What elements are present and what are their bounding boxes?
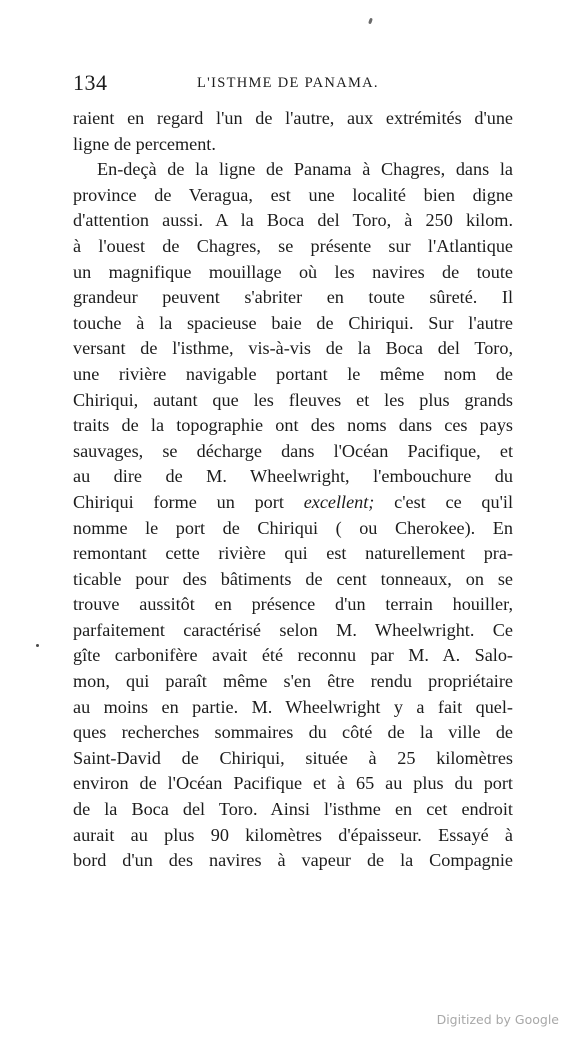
text-line: raient en regard l'un de l'autre, aux extrémités d'une	[73, 108, 513, 128]
text-line: au dire de M. Wheelwright, l'embouchure du	[73, 466, 513, 487]
text-line: sauvages, se décharge dans l'Océan Pacifique, et	[73, 440, 513, 461]
body-text	[73, 106, 513, 874]
text-line: En-deçà de la ligne de Panama à Chagres, dans la	[97, 159, 513, 180]
text-line: un magnifique mouillage où les navires de toute	[73, 261, 513, 282]
text-line: ligne de percement.	[73, 133, 216, 154]
italic-word: excellent;	[303, 491, 375, 512]
text-line: Chiriqui, autant que les fleuves et les plus grands	[73, 389, 513, 410]
page-header	[73, 70, 513, 96]
text-line: parfaitement caractérisé selon M. Wheelwright. Ce	[73, 619, 513, 640]
text-line: environ de l'Océan Pacifique et à 65 au plus du port	[73, 773, 513, 794]
text-line: mon, qui paraît même s'en être rendu propriétaire	[73, 671, 513, 692]
text-line: nomme le port de Chiriqui ( ou Cherokee). En	[73, 517, 513, 538]
text-line: traits de la topographie ont des noms dans ces pays	[73, 415, 513, 436]
text-line-mixed	[73, 490, 513, 516]
text-line: bord d'un des navires à vapeur de la Compagnie	[73, 850, 513, 871]
text-line: d'attention aussi. A la Boca del Toro, à 250 kilom.	[73, 210, 513, 231]
text-line: une rivière navigable portant le même nom de	[73, 363, 513, 384]
text-line: à l'ouest de Chagres, se présente sur l'Atlantique	[73, 235, 513, 256]
text-line: remontant cette rivière qui est naturellement pra-	[73, 543, 513, 564]
text-line: Saint-David de Chiriqui, située à 25 kilomètres	[73, 747, 513, 768]
running-title: L'ISTHME DE PANAMA.	[197, 75, 379, 91]
text-line: grandeur peuvent s'abriter en toute sûreté. Il	[73, 287, 513, 308]
text-line: province de Veragua, est une localité bien digne	[73, 184, 513, 205]
text-line: au moins en partie. M. Wheelwright y a fait quel-	[73, 696, 513, 717]
page-number: 134	[73, 70, 108, 95]
text-line: trouve aussitôt en présence d'un terrain houiller,	[73, 594, 513, 615]
watermark: Digitized by Google	[436, 1012, 559, 1027]
ink-speck	[368, 18, 373, 25]
text-line: ticable pour des bâtiments de cent tonneaux, on se	[73, 568, 513, 589]
text-line: touche à la spacieuse baie de Chiriqui. Sur l'autre	[73, 312, 513, 333]
text-line: aurait au plus 90 kilomètres d'épaisseur. Essayé à	[73, 824, 513, 845]
text-segment: c'est ce qu'il	[394, 491, 514, 512]
text-segment: Chiriqui forme un port	[73, 491, 284, 512]
text-line: ques recherches sommaires du côté de la ville de	[73, 722, 513, 743]
text-line: versant de l'isthme, vis-à-vis de la Boca del Toro,	[73, 338, 513, 359]
text-line: de la Boca del Toro. Ainsi l'isthme en cet endroit	[73, 799, 513, 820]
text-line: gîte carbonifère avait été reconnu par M. A. Salo-	[73, 645, 513, 666]
margin-dot	[36, 644, 39, 647]
